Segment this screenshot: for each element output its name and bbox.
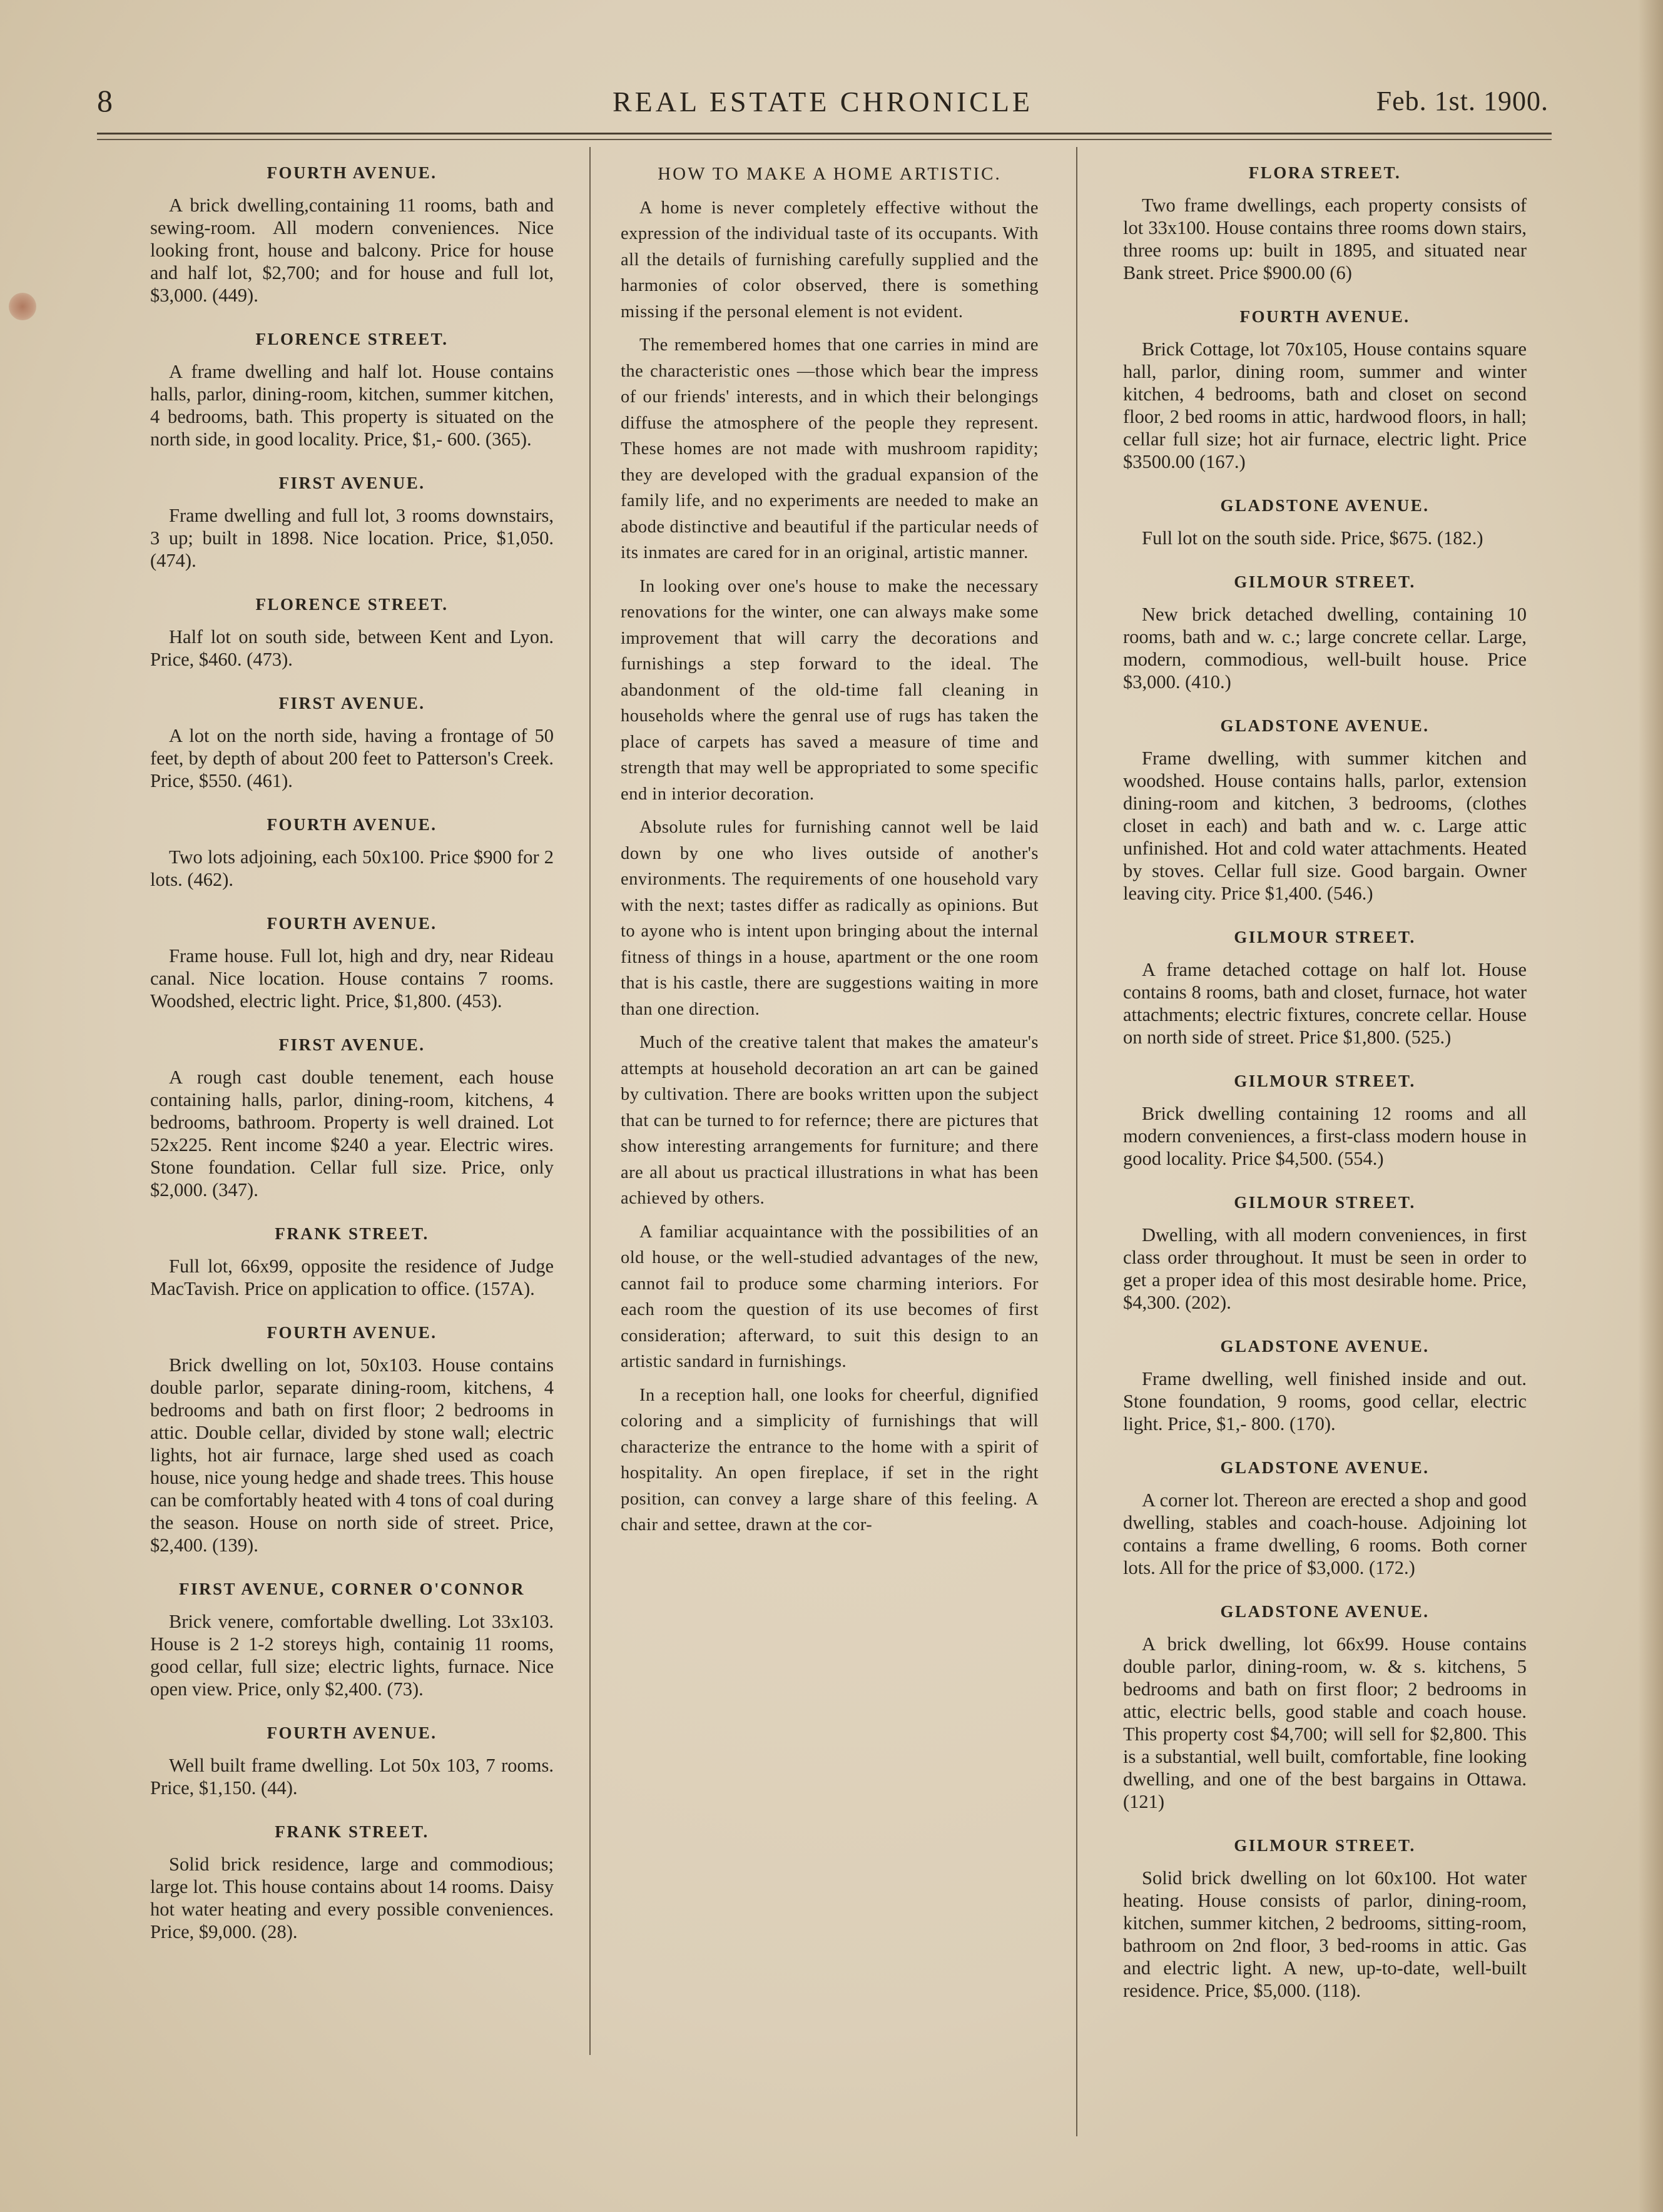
listing-text: A frame dwelling and half lot. House contains halls, parlor, dining-room, kitchen, summer kitchen, 4 bedrooms, bath. This property is situated on the north side, in good locality. Price, $1,- 600. (365). (150, 361, 554, 450)
listing-text: Two frame dwellings, each property consists of lot 33x100. House contains three rooms down stairs, three rooms up: built in 1895, and situated near Bank street. Price $900.00 (6) (1123, 195, 1527, 283)
article-paragraph: Absolute rules for furnishing cannot well be laid down by one who lives outside of another's environments. The requirements of one household vary with the next; tastes differ as radically as opinions. But to ayone who is intent upon bringing about the internal fitness of things in a house, apartment or the one room that is his castle, there are suggestions waiting in more than one direction. (621, 818, 1039, 1019)
page-edge-shadow (1638, 0, 1663, 2212)
listing-heading: GILMOUR STREET. (1234, 572, 1416, 591)
listing-heading: FOURTH AVENUE. (1239, 307, 1410, 326)
article-body (621, 195, 1039, 1538)
listing-text: Frame house. Full lot, high and dry, near Rideau canal. Nice location. House contains 7 rooms. Woodshed, electric light. Price, $1,800. (453). (150, 945, 554, 1012)
listing-heading: GLADSTONE AVENUE. (1220, 496, 1430, 515)
listing-heading: FOURTH AVENUE. (267, 815, 437, 834)
listing-heading: FRANK STREET. (275, 1224, 429, 1243)
listing-heading: GILMOUR STREET. (1234, 1836, 1416, 1855)
listing-heading: FOURTH AVENUE. (267, 163, 437, 182)
listing-heading: FLORA STREET. (1248, 163, 1401, 182)
paper-stain (9, 293, 36, 320)
listing-text: Frame dwelling and full lot, 3 rooms downstairs, 3 up; built in 1898. Nice location. Price, $1,050. (474). (150, 505, 554, 571)
listing-text: Dwelling, with all modern conveniences, in first class order throughout. It must be seen in order to get a proper idea of this most desirable home. Price, $4,300. (202). (1123, 1224, 1527, 1313)
listing-text: A brick dwelling, lot 66x99. House contains double parlor, dining-room, w. & s. kitchens, 5 bedrooms and bath on first floor; 2 bedrooms in attic, electric bells, good stable and coach house. This property cost $4,700; will sell for $2,800. This is a substantial, well built, comfortable, fine looking dwelling, and one of the best bargains in Ottawa. (121) (1123, 1633, 1527, 1812)
listing-text: Brick Cottage, lot 70x105, House contains square hall, parlor, dining room, summer and winter kitchen, 4 bedrooms, bath and closet on second floor, 2 bed rooms in attic, hardwood floors, in hall; cellar full size; hot air furnace, electric light. Price $3500.00 (167.) (1123, 338, 1527, 472)
listing-heading: GLADSTONE AVENUE. (1220, 1337, 1430, 1356)
header-rule (97, 133, 1552, 134)
article-paragraph: A familiar acquaintance with the possibilities of an old house, or the well-studied advantages of the new, cannot fail to produce some charming interiors. For each room the question of its use becomes of first consideration; afterward, to suit this design to an artistic sandard in furnishings. (621, 1222, 1039, 1371)
listings-column-right (1123, 161, 1527, 2023)
article-paragraph: Much of the creative talent that makes the amateur's attempts at household decoration an art can be gained by cultivation. There are books written upon the subject that can be turned to for refernce; there are pictures that show interesting arrangements for furniture; and there are all about us practical illustrations in what has been achieved by others. (621, 1033, 1039, 1208)
listing-heading: GLADSTONE AVENUE. (1220, 1602, 1430, 1621)
listing-heading: GILMOUR STREET. (1234, 928, 1416, 946)
listing-text: A frame detached cottage on half lot. House contains 8 rooms, bath and closet, furnace, hot water attachments; electric fixtures, concrete cellar. House on north side of street. Price $1,800. (525.) (1123, 959, 1527, 1048)
listing-heading: GLADSTONE AVENUE. (1220, 716, 1430, 735)
listing-text: Half lot on south side, between Kent and Lyon. Price, $460. (473). (150, 626, 554, 670)
listing-text: A lot on the north side, having a frontage of 50 feet, by depth of about 200 feet to Patterson's Creek. Price, $550. (461). (150, 725, 554, 791)
listing-text: Full lot on the south side. Price, $675. (182.) (1142, 527, 1483, 549)
listing-heading: FRANK STREET. (275, 1822, 429, 1841)
listing-heading: GLADSTONE AVENUE. (1220, 1458, 1430, 1477)
issue-date: Feb. 1st. 1900. (1376, 86, 1549, 116)
listing-heading: GILMOUR STREET. (1234, 1193, 1416, 1212)
listing-heading: GILMOUR STREET. (1234, 1072, 1416, 1090)
listings-column-left (150, 161, 554, 1964)
column-divider-right (1076, 147, 1077, 2136)
masthead: REAL ESTATE CHRONICLE (612, 86, 1034, 118)
page-header (97, 80, 1549, 118)
listing-heading: FLORENCE STREET. (255, 330, 449, 348)
listing-heading: FLORENCE STREET. (255, 595, 449, 614)
listing-heading: FIRST AVENUE, CORNER O'CONNOR (178, 1580, 526, 1598)
listing-heading: FIRST AVENUE. (278, 474, 425, 492)
listing-text: Well built frame dwelling. Lot 50x 103, 7 rooms. Price, $1,150. (44). (150, 1755, 554, 1799)
listing-text: Brick dwelling containing 12 rooms and all modern conveniences, a first-class modern house in good locality. Price $4,500. (554.) (1123, 1103, 1527, 1169)
listing-text: A corner lot. Thereon are erected a shop and good dwelling, stables and coach-house. Adjoining lot contains a frame dwelling, 6 rooms. Both corner lots. All for the price of $3,000. (172.) (1123, 1489, 1527, 1578)
listing-heading: FOURTH AVENUE. (267, 1723, 437, 1742)
header-rule-secondary (97, 139, 1552, 140)
column-divider-left (589, 147, 591, 2055)
listing-text: Solid brick residence, large and commodious; large lot. This house contains about 14 rooms. Daisy hot water heating and every possible conveniences. Price, $9,000. (28). (150, 1854, 554, 1942)
listing-heading: FOURTH AVENUE. (267, 914, 437, 933)
listing-text: Frame dwelling, well finished inside and out. Stone foundation, 9 rooms, good cellar, electric light. Price, $1,- 800. (170). (1123, 1368, 1527, 1434)
article-paragraph: In looking over one's house to make the necessary renovations for the winter, one can always make some improvement that will carry the decorations and furnishings a step forward to the ideal. The abandonment of the old-time fall cleaning in households where the genral use of rugs has taken the place of carpets has saved a measure of time and strength that may well be appropriated to some specific end in interior decoration. (621, 576, 1039, 804)
article-title: HOW TO MAKE A HOME ARTISTIC. (658, 164, 1002, 184)
article-paragraph: In a reception hall, one looks for cheerful, dignified coloring and a simplicity of furnishings that will characterize the entrance to the home with a spirit of hospitality. An open fireplace, if set in the right position, can convey a large share of this feeling. A chair and settee, drawn at the cor- (621, 1385, 1039, 1535)
listing-text: Two lots adjoining, each 50x100. Price $900 for 2 lots. (462). (150, 846, 554, 890)
article-column (621, 161, 1039, 1546)
page-number: 8 (97, 83, 113, 118)
article-paragraph: A home is never completely effective without the expression of the individual taste of its occupants. With all the details of furnishing carefully supplied and the harmonies of color observed, there is something missing if the personal element is not evident. (621, 198, 1039, 322)
listing-text: New brick detached dwelling, containing 10 rooms, bath and w. c.; large concrete cellar. Large, modern, commodious, well-built house. Price $3,000. (410.) (1123, 604, 1527, 693)
listing-text: Brick dwelling on lot, 50x103. House contains double parlor, separate dining-room, kitchens, 4 bedrooms and bath on first floor; 2 bedrooms in attic. Double cellar, divided by stone wall; electric lights, hot air furnace, large shed used as coach house, nice young hedge and shade trees. This house can be comfortably heated with 4 tons of coal during the season. House on north side of street. Price, $2,400. (139). (150, 1354, 554, 1556)
listing-text: Full lot, 66x99, opposite the residence of Judge MacTavish. Price on application to office. (157A). (150, 1256, 554, 1299)
article-paragraph: The remembered homes that one carries in mind are the characteristic ones —those which bear the impress of our friends' interests, and in which their belongings diffuse the atmosphere of the people they represent. These homes are not made with mushroom rapidity; they are developed with the gradual expansion of the family life, and no experiments are needed to make an abode distinctive and beautiful if the particular needs of its inmates are cared for in an original, artistic manner. (621, 335, 1039, 562)
listing-text: Frame dwelling, with summer kitchen and woodshed. House contains halls, parlor, extension dining-room and kitchen, 3 bedrooms, (clothes closet in each) and bath and w. c. Large attic unfinished. Hot and cold water attachments. Heated by stoves. Cellar full size. Good bargain. Owner leaving city. Price $1,400. (546.) (1123, 748, 1527, 904)
listing-text: Solid brick dwelling on lot 60x100. Hot water heating. House consists of parlor, dining-room, kitchen, summer kitchen, 2 bedrooms, sitting-room, bathroom on 2nd floor, 3 bed-rooms in attic. Gas and electric light. A new, up-to-date, well-built residence. Price, $5,000. (118). (1123, 1867, 1527, 2001)
listing-heading: FOURTH AVENUE. (267, 1323, 437, 1342)
listing-text: Brick venere, comfortable dwelling. Lot 33x103. House is 2 1-2 storeys high, containig 11 rooms, good cellar, full size; electric lights, furnace. Nice open view. Price, only $2,400. (73). (150, 1611, 554, 1700)
listing-heading: FIRST AVENUE. (278, 694, 425, 713)
listing-text: A brick dwelling,containing 11 rooms, bath and sewing-room. All modern conveniences. Nice looking front, house and balcony. Price for house and half lot, $2,700; and for house and full lot, $3,000. (449). (150, 195, 554, 306)
listing-heading: FIRST AVENUE. (278, 1035, 425, 1054)
listing-text: A rough cast double tenement, each house containing halls, parlor, dining-room, kitchens, 4 bedrooms, bathroom. Property is well drained. Lot 52x225. Rent income $240 a year. Electric wires. Stone foundation. Cellar full size. Price, only $2,000. (347). (150, 1067, 554, 1200)
